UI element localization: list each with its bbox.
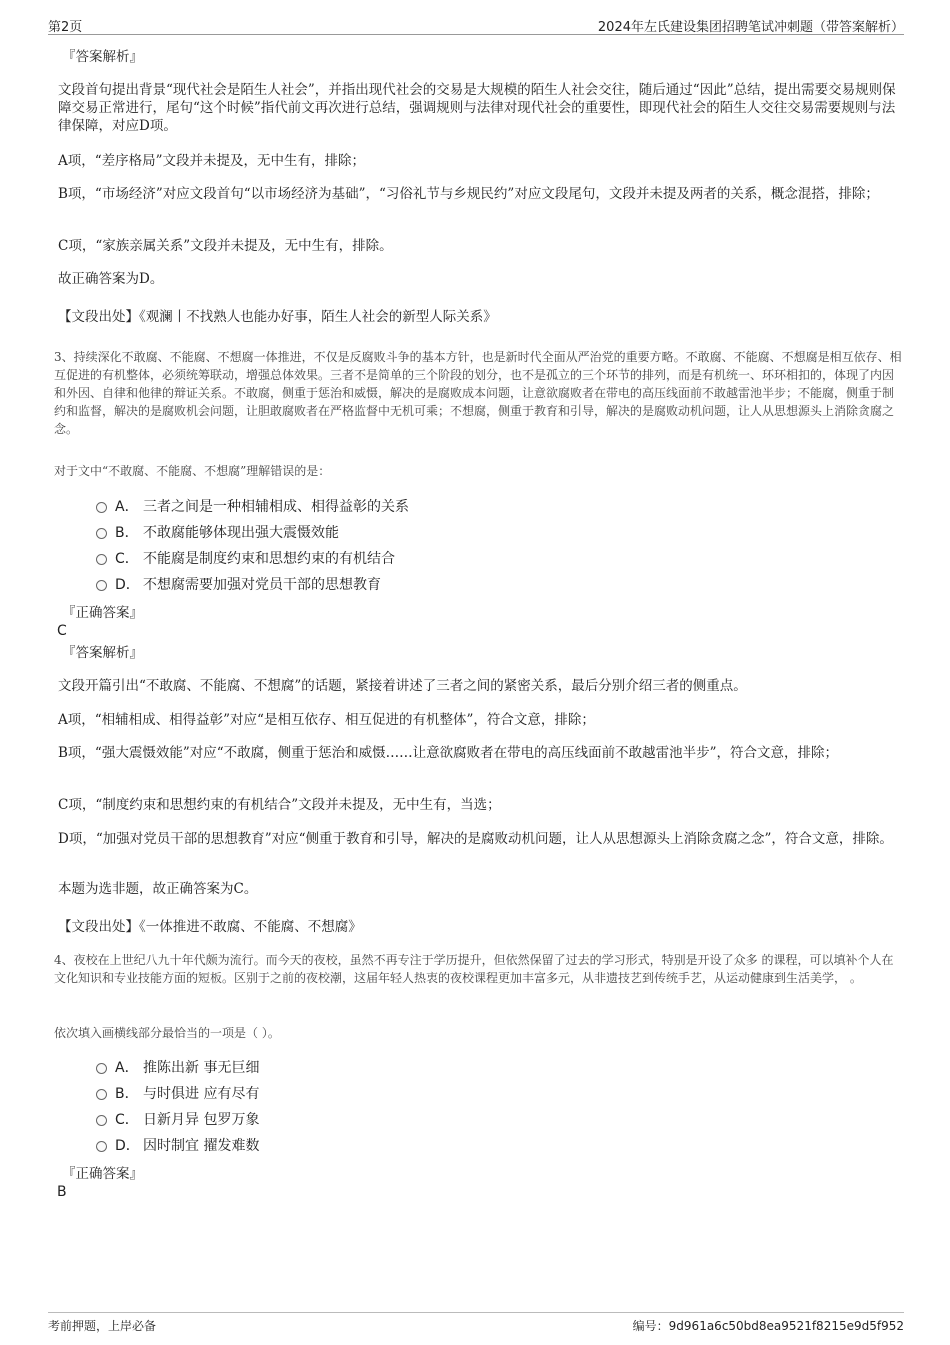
- analysis-option-a: A项，“差序格局”文段并未提及，无中生有，排除；: [58, 153, 366, 169]
- option-a[interactable]: A． 三者之间是一种相辅相成、相得益彰的关系: [96, 497, 409, 517]
- option-b[interactable]: B． 与时俱进 应有尽有: [96, 1084, 259, 1104]
- radio-icon[interactable]: [96, 580, 107, 591]
- option-a[interactable]: A． 推陈出新 事无巨细: [96, 1058, 259, 1078]
- question-stem: 3、持续深化不敢腐、不能腐、不想腐一体推进，不仅是反腐败斗争的基本方针，也是新时代全面从严治党的重要方略。不敢腐、不能腐、不想腐是相互依存、相互促进的有机整体，必须统筹联动，增强总体效果。三者不是简单的三个阶段的划分，也不是孤立的三个环节的排列，而是有机统一、环环相扣的，体现了内因和外因、自律和他律的辩证关系。不敢腐，侧重于惩治和威慑，解决的是腐败成本问题，让意欲腐败者在带电的高压线面前不敢越雷池半步；不能腐，侧重于制约和监督，解决的是腐败机会问题，让胆敢腐败者在严格监督中无机可乘；不想腐，侧重于教育和引导，解决的是腐败动机问题，让人从思想源头上消除贪腐之念。: [54, 350, 902, 436]
- document-title: 2024年左氏建设集团招聘笔试冲刺题（带答案解析）: [597, 20, 904, 35]
- option-c[interactable]: C． 日新月异 包罗万象: [96, 1110, 259, 1130]
- source-citation: 【文段出处】《观澜丨不找熟人也能办好事，陌生人社会的新型人际关系》: [58, 309, 497, 325]
- correct-answer-label: 『正确答案』: [62, 1166, 143, 1182]
- radio-icon[interactable]: [96, 502, 107, 513]
- analysis-conclusion: 故正确答案为D。: [58, 271, 164, 287]
- analysis-option-c: C项，“制度约束和思想约束的有机结合”文段并未提及，无中生有，当选；: [58, 797, 501, 813]
- page-number: 第2页: [48, 20, 83, 35]
- analysis-label: 『答案解析』: [62, 49, 143, 65]
- radio-icon[interactable]: [96, 1089, 107, 1100]
- analysis-option-c: C项，“家族亲属关系”文段并未提及，无中生有，排除。: [58, 238, 393, 254]
- option-c[interactable]: C． 不能腐是制度约束和思想约束的有机结合: [96, 549, 395, 569]
- option-d[interactable]: D． 不想腐需要加强对党员干部的思想教育: [96, 575, 381, 595]
- document-code: 编号：9d961a6c50bd8ea9521f8215e9d5f952: [632, 1319, 904, 1333]
- correct-answer: B: [57, 1184, 67, 1200]
- radio-icon[interactable]: [96, 554, 107, 565]
- analysis-conclusion: 本题为选非题，故正确答案为C。: [58, 881, 258, 897]
- analysis-option-d: D项，“加强对党员干部的思想教育”对应“侧重于教育和引导，解决的是腐败动机问题，让人从思想源头上消除贪腐之念”，符合文意，排除。: [58, 831, 893, 847]
- correct-answer-label: 『正确答案』: [62, 605, 143, 621]
- question-stem: 4、夜校在上世纪八九十年代颇为流行。而今天的夜校，虽然不再专注于学历提升，但依然保留了过去的学习形式，特别是开设了众多 的课程，可以填补个人在文化知识和专业技能方面的短板。区别于之前的夜校潮，这届年轻人热衷的夜校课程更加丰富多元，从非遗技艺到传统手艺，从运动健康到生活美学， 。: [54, 953, 894, 985]
- source-citation: 【文段出处】《一体推进不敢腐、不能腐、不想腐》: [58, 919, 362, 935]
- analysis-option-b: B项，“市场经济”对应文段首句“以市场经济为基础”，“习俗礼节与乡规民约”对应文段尾句，文段并未提及两者的关系，概念混搭，排除；: [58, 186, 879, 202]
- option-b[interactable]: B． 不敢腐能够体现出强大震慑效能: [96, 523, 339, 543]
- footer-slogan: 考前押题，上岸必备: [48, 1319, 157, 1333]
- radio-icon[interactable]: [96, 1115, 107, 1126]
- question-prompt: 依次填入画横线部分最恰当的一项是（ ）。: [54, 1026, 280, 1040]
- analysis-paragraph: 文段开篇引出“不敢腐、不能腐、不想腐”的话题，紧接着讲述了三者之间的紧密关系，最后分别介绍三者的侧重点。: [58, 678, 747, 694]
- correct-answer: C: [57, 623, 67, 639]
- radio-icon[interactable]: [96, 528, 107, 539]
- analysis-paragraph: 文段首句提出背景“现代社会是陌生人社会”，并指出现代社会的交易是大规模的陌生人社会交往，随后通过“因此”总结，提出需要交易规则保障交易正常进行，尾句“这个时候”指代前文再次进行总结，强调规则与法律对现代社会的重要性，即现代社会的陌生人交往交易需要规则与法律保障，对应D项。: [58, 82, 896, 134]
- analysis-option-b: B项，“强大震慑效能”对应“不敢腐，侧重于惩治和威慑……让意欲腐败者在带电的高压线面前不敢越雷池半步”，符合文意，排除；: [58, 745, 839, 761]
- page-footer: [48, 1312, 904, 1335]
- analysis-label: 『答案解析』: [62, 645, 143, 661]
- option-d[interactable]: D． 因时制宜 擢发难数: [96, 1136, 259, 1156]
- analysis-option-a: A项，“相辅相成、相得益彰”对应“是相互依存、相互促进的有机整体”，符合文意，排除；: [58, 712, 595, 728]
- question-prompt: 对于文中“不敢腐、不能腐、不想腐”理解错误的是：: [54, 464, 331, 478]
- radio-icon[interactable]: [96, 1063, 107, 1074]
- page-header: [48, 14, 904, 35]
- radio-icon[interactable]: [96, 1141, 107, 1152]
